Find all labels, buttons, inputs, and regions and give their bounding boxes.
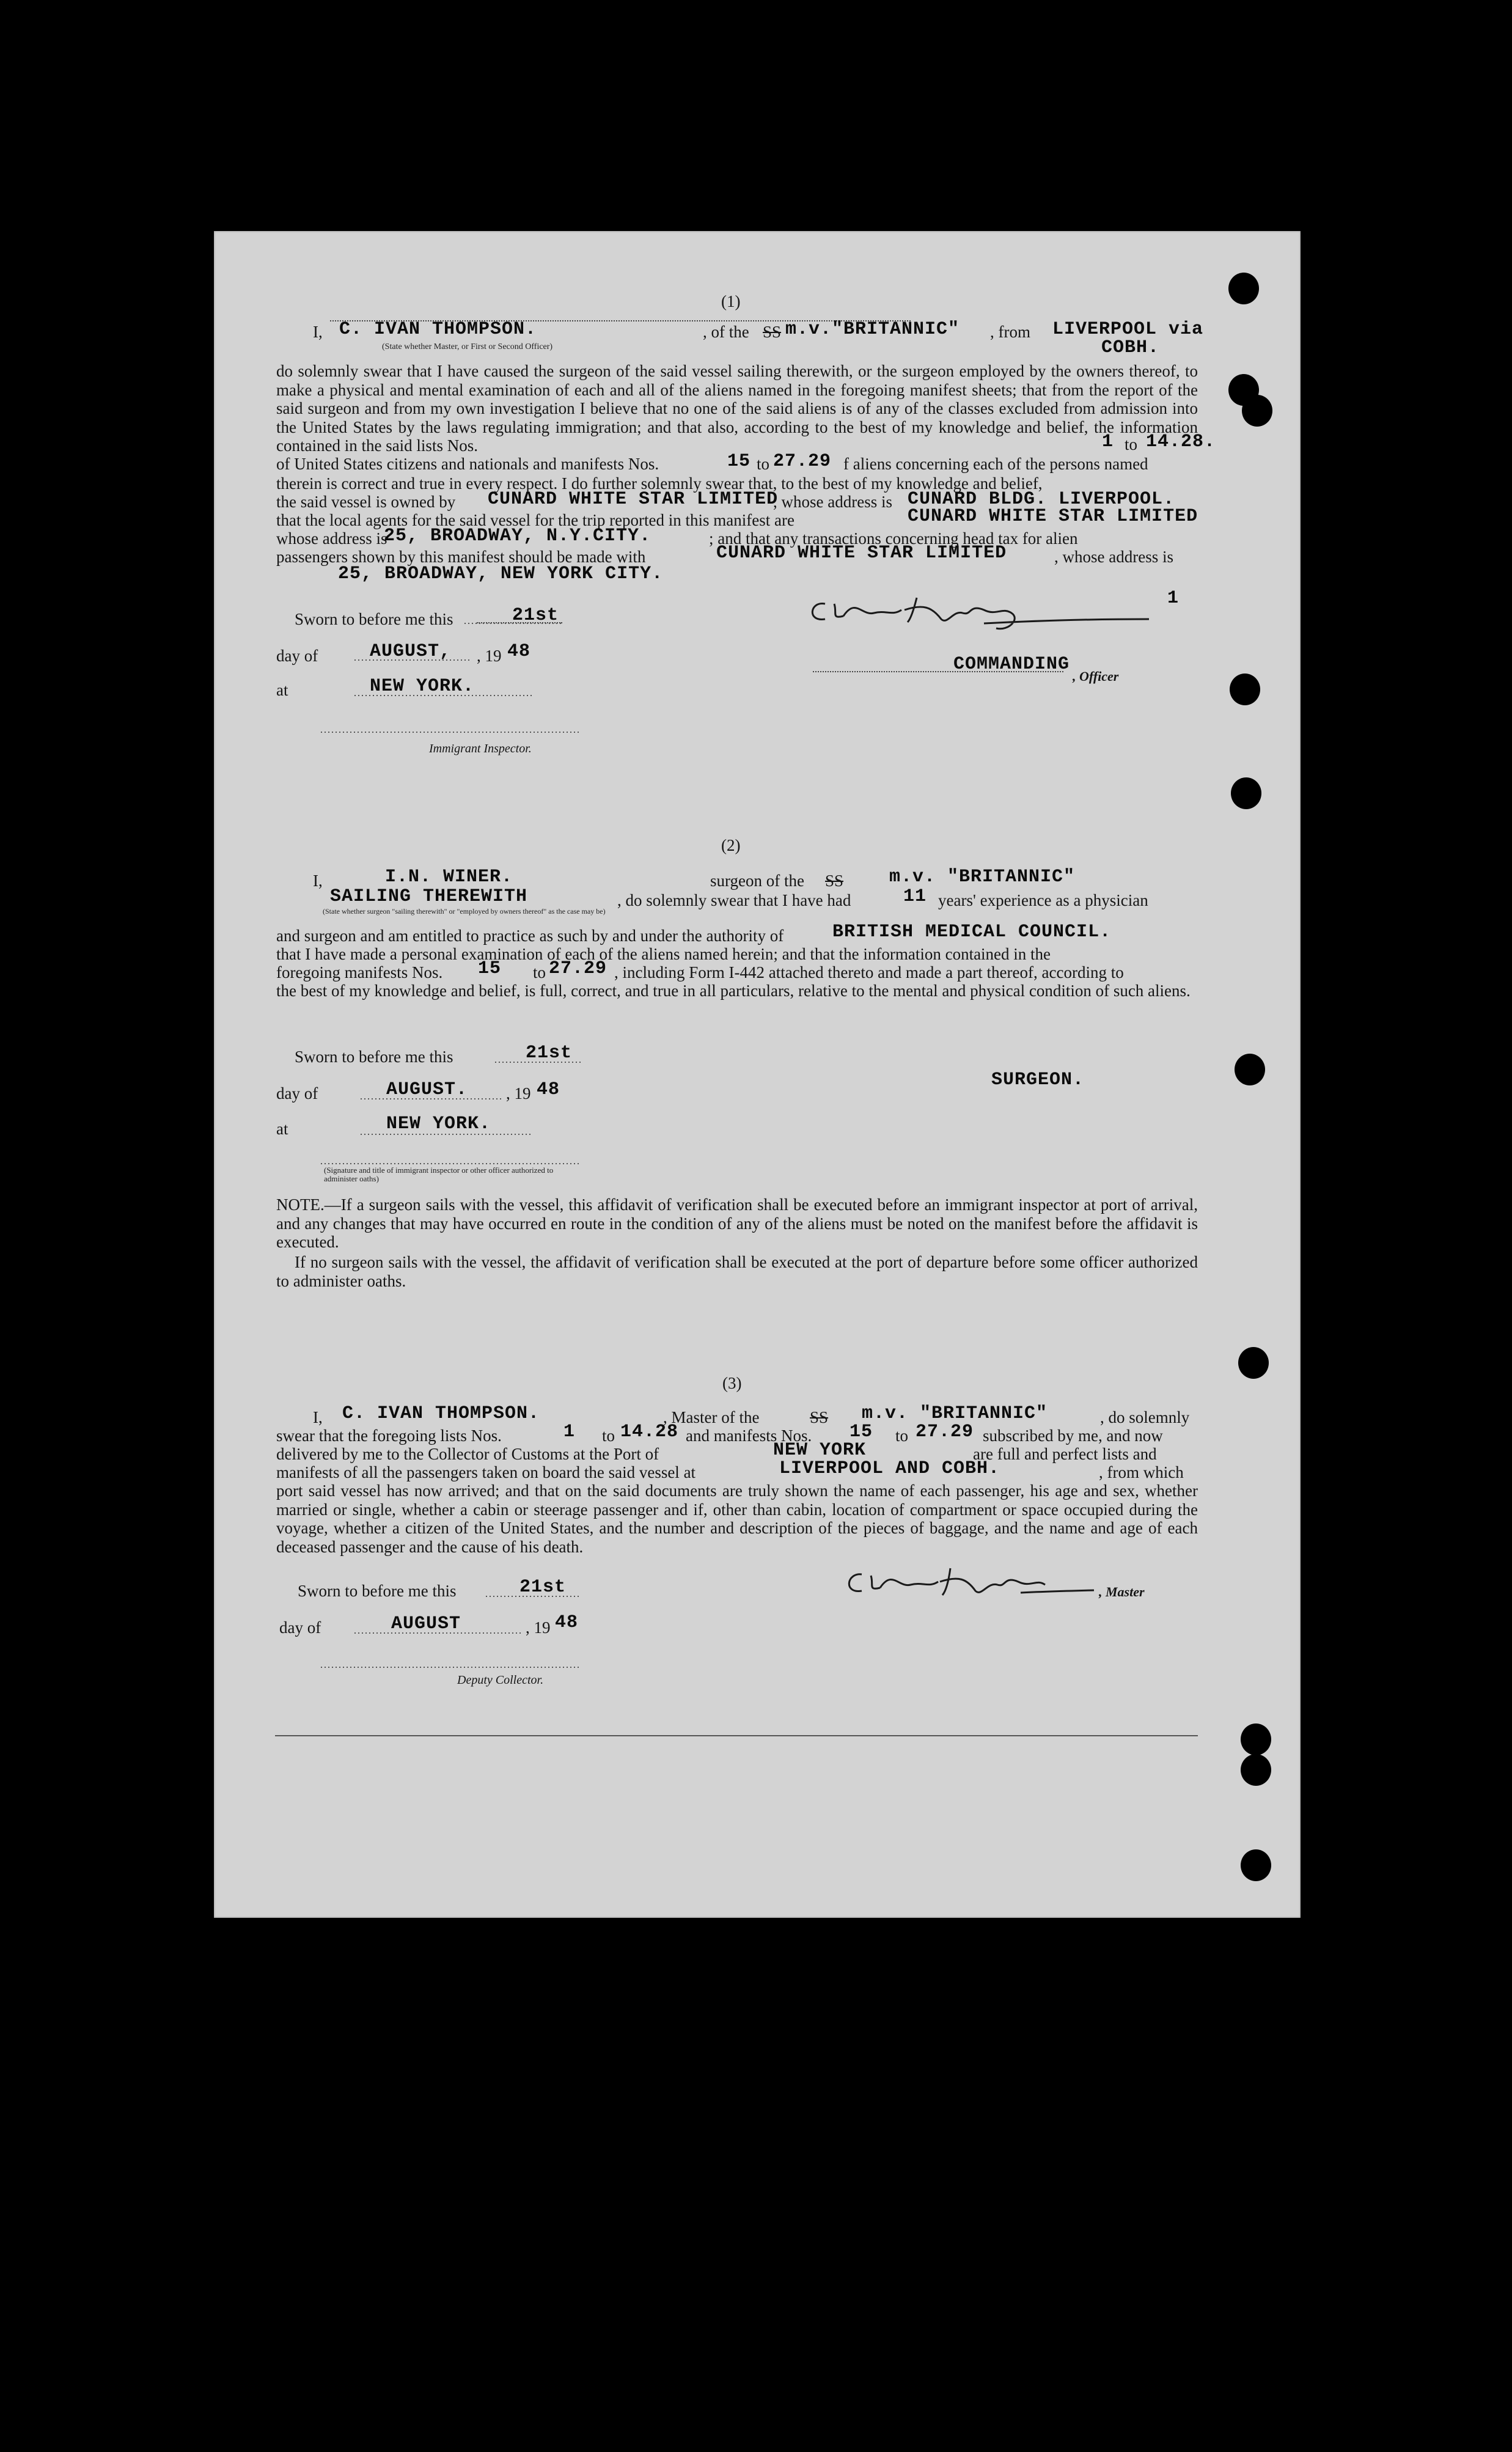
sec2-status: SAILING THEREWITH xyxy=(330,886,528,907)
sec1-manifests-from: 15 xyxy=(727,451,751,472)
punch-hole xyxy=(1241,1754,1271,1786)
sec3-year-prefix: , 19 xyxy=(526,1618,551,1637)
sec1-owner-address: CUNARD BLDG. LIVERPOOL. xyxy=(908,489,1175,510)
sec1-vessel: m.v."BRITANNIC" xyxy=(785,319,960,340)
sec2-authority-line: and surgeon and am entitled to practice as such by and under the authority of xyxy=(276,927,784,945)
sec1-line-c: therein is correct and true in every respect. I do further solemnly swear that, to the best of my knowledge and belief, xyxy=(276,474,1043,493)
sec1-sworn-label: Sworn to before me this xyxy=(295,610,453,628)
punch-hole xyxy=(1235,1054,1265,1085)
sec2-year-prefix: , 19 xyxy=(506,1084,531,1103)
sec2-vessel-prefix: SS xyxy=(825,872,844,890)
section-1-number: (1) xyxy=(721,292,741,310)
sec1-line-d-2: , whose address is xyxy=(773,493,892,511)
sec2-at-label: at xyxy=(276,1120,288,1138)
sec3-line-3b: are full and perfect lists and xyxy=(973,1445,1157,1463)
sec2-line-5b: , including Form I-442 attached thereto and made a part thereof, according to xyxy=(614,963,1124,982)
sec3-lists-to-word: to xyxy=(602,1426,615,1445)
sec1-line-b-1: of United States citizens and nationals and manifests Nos. xyxy=(276,455,659,473)
sec3-month: AUGUST xyxy=(391,1613,461,1634)
sec1-body: do solemnly swear that I have caused the surgeon of the said vessel sailing therewith, or the surgeon employed by the owners thereof, to make a physical and mental examination of each and all of the aliens named in the foregoing manifest sheets; that from the report of the said surgeon and from my own investigation I believe that no one of the said aliens is of any of the classes excluded from admission into the United States by the laws regulating immigration; and that also, according to the best of my knowledge and belief, the information contained in the said lists Nos. xyxy=(276,362,1198,455)
sec1-line-f-1: whose address is xyxy=(276,529,387,548)
punch-hole xyxy=(1238,1347,1269,1379)
punch-hole xyxy=(1231,777,1261,809)
sec1-manifests-to-word: to xyxy=(757,455,770,473)
sec1-intro-i: I, xyxy=(313,323,323,341)
sec3-sworn-day: 21st xyxy=(519,1577,567,1598)
sec3-manifests-to-word: to xyxy=(895,1426,909,1445)
sec1-manifests-to: 27.29 xyxy=(773,451,832,472)
sec1-head-tax-party: CUNARD WHITE STAR LIMITED xyxy=(716,543,1007,563)
sec3-body: port said vessel has now arrived; and that on the said documents are truly shown the name of each passenger, his age and sex, whether married or single, whether a cabin or steerage passenger and if, other than cabin, location of compartment or space occupied during the voyage, whether a citizen of the United States, and the number and description of the pieces of baggage, and the name and age of each deceased passenger and the cause of his death. xyxy=(276,1481,1198,1556)
sec2-line-5a: foregoing manifests Nos. xyxy=(276,963,443,982)
sec1-month: AUGUST, xyxy=(370,641,452,662)
sec1-lists-to: 14.28. xyxy=(1146,431,1216,452)
sec3-line-2b: and manifests Nos. xyxy=(686,1426,812,1445)
sec2-day-label: day of xyxy=(276,1084,318,1103)
sec3-port: NEW YORK xyxy=(773,1440,867,1461)
sec2-solemnly-swear: , do solemnly swear that I have had xyxy=(617,891,851,909)
sec1-from-port-2: COBH. xyxy=(1101,337,1160,358)
sec2-manifests-to-word: to xyxy=(533,963,546,982)
section-3-number: (3) xyxy=(722,1374,742,1392)
sec2-month: AUGUST. xyxy=(386,1079,468,1100)
sec3-line-2a: swear that the foregoing lists Nos. xyxy=(276,1426,502,1445)
sec2-line-4: that I have made a personal examination of each of the aliens named herein; and that the information contained in the xyxy=(276,945,1051,963)
sec3-do-solemnly: , do solemnly xyxy=(1100,1408,1190,1426)
sec2-manifests-from: 15 xyxy=(478,958,502,979)
sec3-vessel-prefix: SS xyxy=(810,1408,829,1426)
sec2-surgeon-name: I.N. WINER. xyxy=(385,867,513,887)
sec1-under-note: (State whether Master, or First or Second Officer) xyxy=(382,342,553,351)
sec3-intro-i: I, xyxy=(313,1408,323,1426)
sec2-authority: BRITISH MEDICAL COUNCIL. xyxy=(832,922,1112,942)
sec3-collector-label: Deputy Collector. xyxy=(457,1673,544,1687)
sec1-place: NEW YORK. xyxy=(370,676,475,697)
sec3-master-of-the: , Master of the xyxy=(663,1408,760,1426)
sec2-years: 11 xyxy=(903,886,927,907)
sec2-note-1: NOTE.—If a surgeon sails with the vessel, this affidavit of verification shall be executed before an immigrant inspector at port of arrival, and any changes that may have occurred en route in the condition of any of the aliens must be noted on the manifest before the affidavit is executed. xyxy=(276,1195,1198,1251)
punch-hole xyxy=(1242,395,1272,427)
sec2-years-experience: years' experience as a physician xyxy=(938,891,1148,909)
sec1-sig-mark: 1 xyxy=(1167,588,1180,609)
manifest-affidavit-page xyxy=(214,231,1301,1918)
sec3-master-label: , Master xyxy=(1099,1584,1145,1599)
sec1-of-the: , of the xyxy=(703,323,749,341)
sec3-line-2c: subscribed by me, and now xyxy=(983,1426,1163,1445)
sec1-year-prefix: , 19 xyxy=(477,647,502,665)
sec1-sworn-day: 21st xyxy=(512,605,559,626)
sec1-lists-to-word: to xyxy=(1125,435,1138,453)
sec2-surgeon-of-the: surgeon of the xyxy=(710,872,804,890)
sec1-agents-address: 25, BROADWAY, N.Y.CITY. xyxy=(384,526,651,546)
sec3-lists-to: 14.28 xyxy=(620,1422,679,1442)
sec1-line-d-1: the said vessel is owned by xyxy=(276,493,456,511)
sec2-note-2: If no surgeon sails with the vessel, the affidavit of verification shall be executed at the port of departure before some officer authorized to administer oaths. xyxy=(276,1253,1198,1290)
sec1-from: , from xyxy=(990,323,1030,341)
sec3-line-3a: delivered by me to the Collector of Customs at the Port of xyxy=(276,1445,659,1463)
sec3-lists-from: 1 xyxy=(563,1422,576,1442)
sec2-sig-note: (Signature and title of immigrant inspector or other officer authorized to administer oaths) xyxy=(324,1165,554,1183)
sec1-agents: CUNARD WHITE STAR LIMITED xyxy=(908,506,1198,527)
sec3-boarded-at: LIVERPOOL AND COBH. xyxy=(779,1458,1000,1479)
sec3-vessel: m.v. "BRITANNIC" xyxy=(862,1403,1048,1424)
sec1-line-g-2: , whose address is xyxy=(1054,548,1173,566)
punch-hole xyxy=(1241,1723,1271,1755)
sec1-master-name: C. IVAN THOMPSON. xyxy=(339,319,537,340)
sec3-master-name: C. IVAN THOMPSON. xyxy=(342,1403,540,1424)
sec2-year: 48 xyxy=(537,1079,560,1100)
sec1-vessel-prefix: SS xyxy=(763,323,782,341)
punch-hole xyxy=(1228,273,1259,304)
sec1-year: 48 xyxy=(507,641,531,662)
sec2-manifests-to: 27.29 xyxy=(549,958,607,979)
sec2-sworn-label: Sworn to before me this xyxy=(295,1048,453,1066)
sec1-line-b-2: f aliens concerning each of the persons named xyxy=(843,455,1148,473)
sec3-line-4a: manifests of all the passengers taken on board the said vessel at xyxy=(276,1463,696,1481)
sec3-manifests-from: 15 xyxy=(850,1422,873,1442)
punch-hole xyxy=(1241,1849,1271,1881)
sec3-manifests-to: 27.29 xyxy=(916,1422,974,1442)
punch-hole xyxy=(1230,674,1260,705)
section-2-number: (2) xyxy=(721,836,741,854)
sec1-line-g-1: passengers shown by this manifest should be made with xyxy=(276,548,646,566)
sec1-head-tax-address: 25, BROADWAY, NEW YORK CITY. xyxy=(338,563,664,584)
sec2-surgeon-title: SURGEON. xyxy=(991,1070,1085,1090)
sec1-inspector-label: Immigrant Inspector. xyxy=(429,742,532,755)
sec1-officer-label: , Officer xyxy=(1073,669,1119,684)
sec2-place: NEW YORK. xyxy=(386,1114,491,1134)
sec2-vessel: m.v. "BRITANNIC" xyxy=(889,867,1076,887)
sec1-day-label: day of xyxy=(276,647,318,665)
sec1-lists-from: 1 xyxy=(1102,431,1114,452)
sec1-line-e: that the local agents for the said vessel for the trip reported in this manifest are xyxy=(276,511,795,529)
sec2-intro-i: I, xyxy=(313,872,323,890)
sec2-line-6: the best of my knowledge and belief, is full, correct, and true in all particulars, relative to the mental and physical condition of such aliens. xyxy=(276,982,1191,1000)
sec3-line-4b: , from which xyxy=(1099,1463,1184,1481)
sec3-sworn-label: Sworn to before me this xyxy=(298,1582,457,1600)
sec1-owner: CUNARD WHITE STAR LIMITED xyxy=(488,489,779,510)
sec1-title-typed: COMMANDING xyxy=(953,654,1070,675)
sec3-day-label: day of xyxy=(279,1618,321,1637)
sec3-year: 48 xyxy=(555,1612,579,1633)
sec2-sworn-day: 21st xyxy=(526,1043,573,1063)
sec1-line-f-2: ; and that any transactions concerning head tax for alien xyxy=(709,529,1078,548)
form-rules xyxy=(214,231,1301,1918)
sec1-from-port-1: LIVERPOOL via xyxy=(1052,319,1204,340)
sec2-under-note: (State whether surgeon "sailing therewith" or "employed by owners thereof" as the case may be) xyxy=(323,907,606,916)
sec1-at-label: at xyxy=(276,681,288,699)
